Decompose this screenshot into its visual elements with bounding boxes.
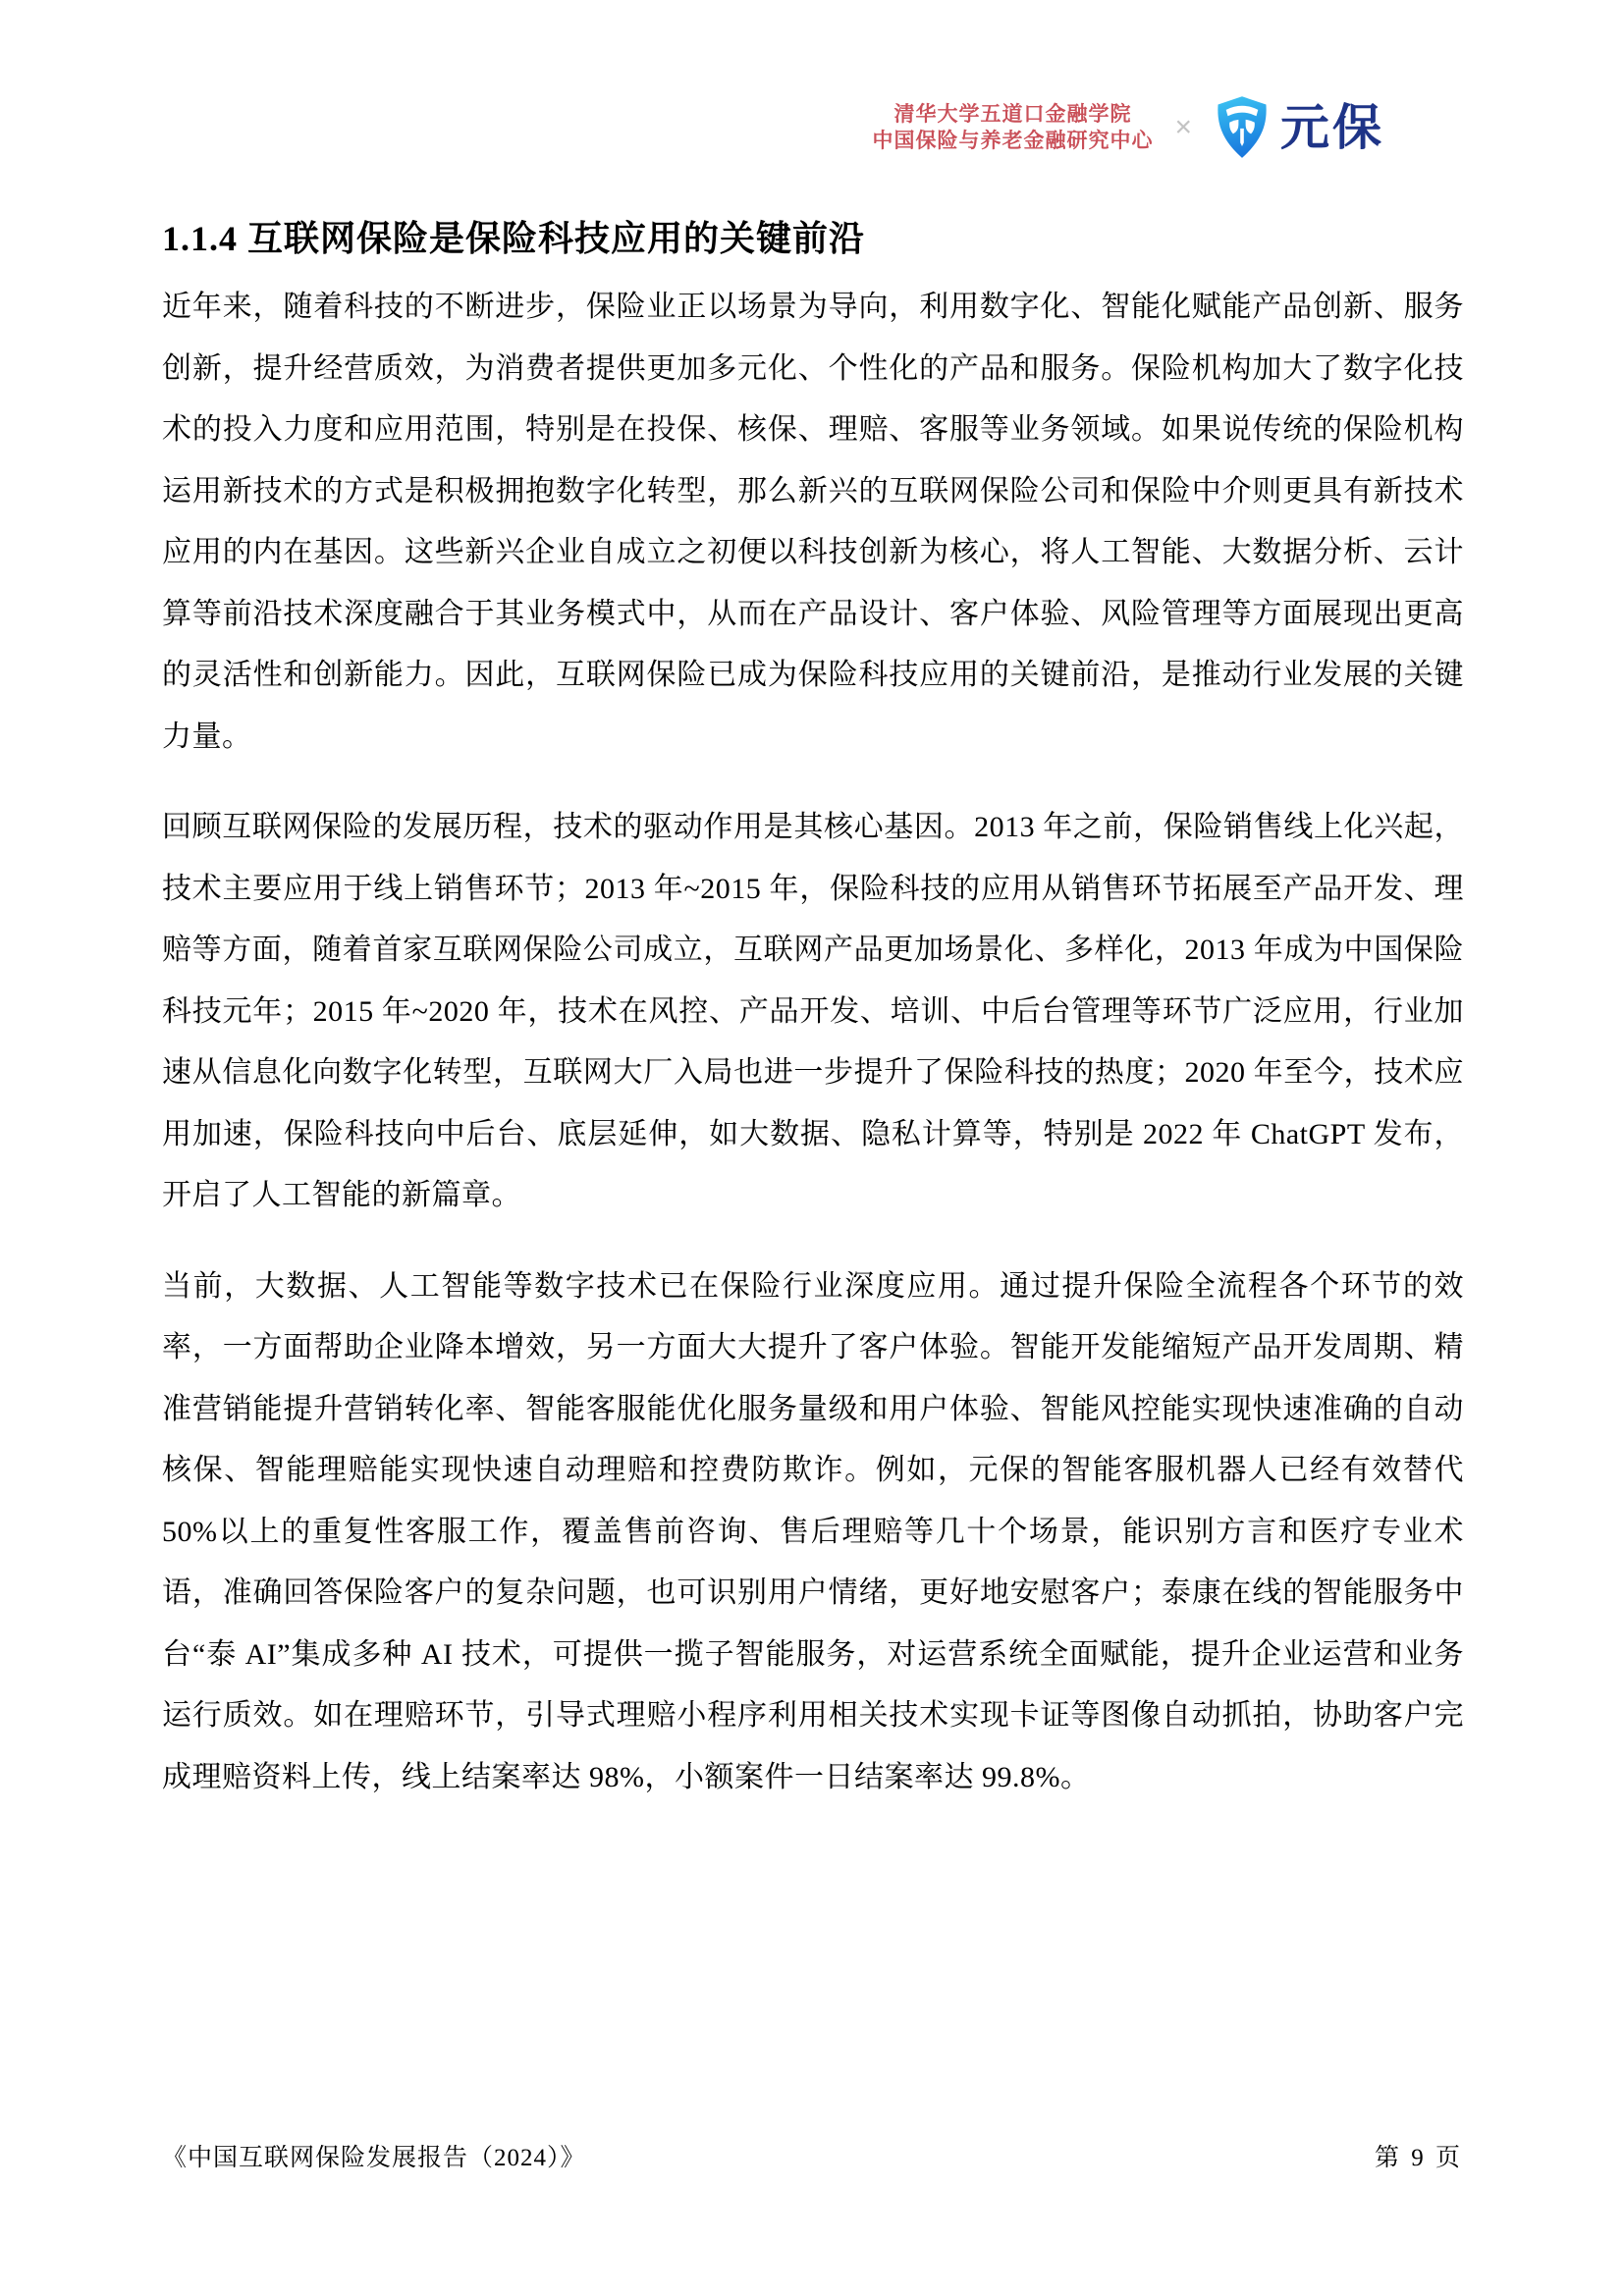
organization-line2: 中国保险与养老金融研究中心 <box>872 130 1154 152</box>
organization-line1: 清华大学五道口金融学院 <box>893 103 1132 126</box>
footer-report-title: 《中国互联网保险发展报告（2024）》 <box>162 2145 586 2171</box>
cross-separator: × <box>1174 111 1192 143</box>
paragraph-2: 回顾互联网保险的发展历程，技术的驱动作用是其核心基因。2013 年之前，保险销售线上化兴起，技术主要应用于线上销售环节；2013 年~2015 年，保险科技的应用从销售环节拓展至产品开发、理赔等方面，随着首家互联网保险公司成立，互联网产品更加场景化、多样化，2013 年成为中国保险科技元年；2015 年~2020 年，技术在风控、产品开发、培训、中后台管理等环节广泛应用，行业加速从信息化向数字化转型，互联网大厂入局也进一步提升了保险科技的热度；2020 年至今，技术应用加速，保险科技向中后台、底层延伸，如大数据、隐私计算等，特别是 2022 年 ChatGPT 发布，开启了人工智能的新篇章。 <box>162 811 1464 1211</box>
document-body <box>162 277 1464 1838</box>
yuanbao-logo <box>1214 94 1384 161</box>
logo-wordmark: 元保 <box>1280 100 1384 155</box>
page-header <box>872 94 1384 161</box>
paragraph-3: 当前，大数据、人工智能等数字技术已在保险行业深度应用。通过提升保险全流程各个环节的效率，一方面帮助企业降本增效，另一方面大大提升了客户体验。智能开发能缩短产品开发周期、精准营销能提升营销转化率、智能客服能优化服务量级和用户体验、智能风控能实现快速准确的自动核保、智能理赔能实现快速自动理赔和控费防欺诈。例如，元保的智能客服机器人已经有效替代 50%以上的重复性客服工作，覆盖售前咨询、售后理赔等几十个场景，能识别方言和医疗专业术语，准确回答保险客户的复杂问题，也可识别用户情绪，更好地安慰客户；泰康在线的智能服务中台“泰 AI”集成多种 AI 技术，可提供一揽子智能服务，对运营系统全面赋能，提升企业运营和业务运行质效。如在理赔环节，引导式理赔小程序利用相关技术实现卡证等图像自动抓拍，协助客户完成理赔资料上传，线上结案率达 98%，小额案件一日结案率达 99.8%。 <box>162 1269 1464 1793</box>
shield-icon <box>1214 94 1271 161</box>
organization-name <box>872 101 1153 154</box>
paragraph-1: 近年来，随着科技的不断进步，保险业正以场景为导向，利用数字化、智能化赋能产品创新、服务创新，提升经营质效，为消费者提供更加多元化、个性化的产品和服务。保险机构加大了数字化技术的投入力度和应用范围，特别是在投保、核保、理赔、客服等业务领域。如果说传统的保险机构运用新技术的方式是积极拥抱数字化转型，那么新兴的互联网保险公司和保险中介则更具有新技术应用的内在基因。这些新兴企业自成立之初便以科技创新为核心，将人工智能、大数据分析、云计算等前沿技术深度融合于其业务模式中，从而在产品设计、客户体验、风险管理等方面展现出更高的灵活性和创新能力。因此，互联网保险已成为保险科技应用的关键前沿，是推动行业发展的关键力量。 <box>162 291 1464 753</box>
footer-page-number: 第 9 页 <box>1374 2145 1463 2171</box>
section-title: 1.1.4 互联网保险是保险科技应用的关键前沿 <box>162 219 866 259</box>
page-footer <box>162 2138 1463 2173</box>
